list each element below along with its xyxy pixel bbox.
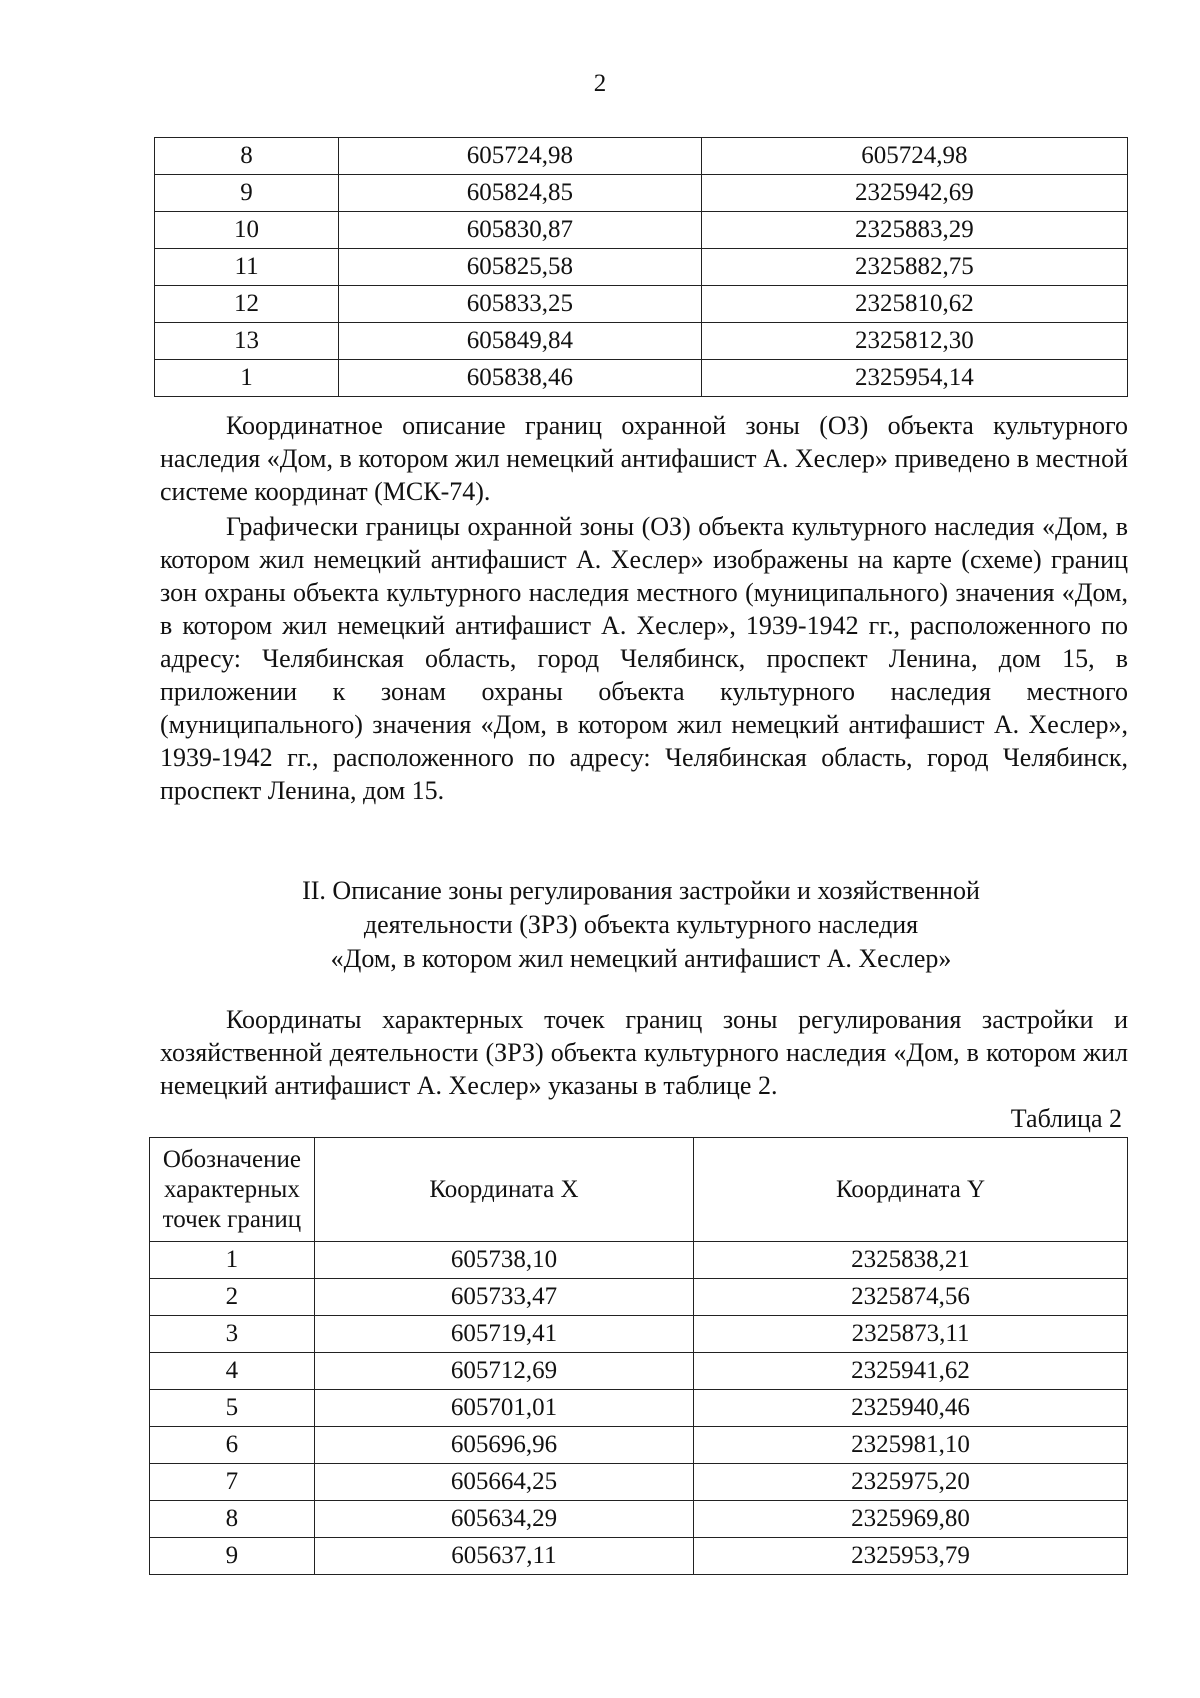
coordinate-x-cell: 605830,87	[339, 212, 702, 249]
coordinate-y-cell: 2325981,10	[694, 1427, 1128, 1464]
point-number-cell: 1	[150, 1242, 315, 1279]
coordinate-x-cell: 605637,11	[314, 1538, 693, 1575]
table-row	[150, 1538, 1128, 1575]
point-number-cell: 7	[150, 1464, 315, 1501]
coordinate-y-cell: 2325954,14	[701, 360, 1127, 397]
table-header-row	[150, 1138, 1128, 1242]
point-number-cell: 13	[155, 323, 339, 360]
coordinate-x-cell: 605825,58	[339, 249, 702, 286]
table-row	[155, 212, 1128, 249]
table-row	[150, 1242, 1128, 1279]
section-heading-line: II. Описание зоны регулирования застройки и хозяйственной	[302, 876, 980, 905]
header-point-designation: Обозначение характерных точек границ	[150, 1138, 315, 1242]
coordinate-y-cell: 605724,98	[701, 138, 1127, 175]
coordinate-x-cell: 605712,69	[314, 1353, 693, 1390]
coordinate-x-cell: 605733,47	[314, 1279, 693, 1316]
coordinate-x-cell: 605724,98	[339, 138, 702, 175]
point-number-cell: 8	[150, 1501, 315, 1538]
coordinates-table-1	[154, 137, 1128, 397]
point-number-cell: 2	[150, 1279, 315, 1316]
paragraph-text: Координатное описание границ охранной зоны (ОЗ) объекта культурного наследия «Дом, в котором жил немецкий антифашист А. Хеслер» приведено в местной системе координат (МСК-74).	[160, 411, 1128, 506]
coordinate-x-cell: 605833,25	[339, 286, 702, 323]
table-row	[155, 175, 1128, 212]
coordinate-y-cell: 2325975,20	[694, 1464, 1128, 1501]
coordinate-y-cell: 2325953,79	[694, 1538, 1128, 1575]
coordinate-y-cell: 2325882,75	[701, 249, 1127, 286]
table-row	[155, 286, 1128, 323]
paragraph-text: Графически границы охранной зоны (ОЗ) объекта культурного наследия «Дом, в котором жил немецкий антифашист А. Хеслер» изображены на карте (схеме) границ зон охраны объекта культурного наследия местного (муниципального) значения «Дом, в котором жил немецкий антифашист А. Хеслер», 1939-1942 гг., расположенного по адресу: Челябинская область, город Челябинск, проспект Ленина, дом 15, в приложении к зонам охраны объекта культурного наследия местного (муниципального) значения «Дом, в котором жил немецкий антифашист А. Хеслер», 1939-1942 гг., расположенного по адресу: Челябинская область, город Челябинск, проспект Ленина, дом 15.	[160, 512, 1128, 805]
coordinate-x-cell: 605738,10	[314, 1242, 693, 1279]
coordinate-x-cell: 605701,01	[314, 1390, 693, 1427]
coordinate-y-cell: 2325940,46	[694, 1390, 1128, 1427]
paragraph-text: Координаты характерных точек границ зоны регулирования застройки и хозяйственной деятельности (ЗРЗ) объекта культурного наследия «Дом, в котором жил немецкий антифашист А. Хеслер» указаны в таблице 2.	[160, 1005, 1128, 1100]
coordinate-y-cell: 2325942,69	[701, 175, 1127, 212]
coordinate-x-cell: 605664,25	[314, 1464, 693, 1501]
table-row	[150, 1279, 1128, 1316]
coordinate-y-cell: 2325812,30	[701, 323, 1127, 360]
coordinate-y-cell: 2325838,21	[694, 1242, 1128, 1279]
point-number-cell: 11	[155, 249, 339, 286]
paragraph-coordinate-description	[160, 409, 1128, 508]
coordinate-y-cell: 2325810,62	[701, 286, 1127, 323]
coordinate-x-cell: 605634,29	[314, 1501, 693, 1538]
section-heading	[154, 874, 1128, 976]
coordinate-y-cell: 2325883,29	[701, 212, 1127, 249]
header-coordinate-y: Координата Y	[694, 1138, 1128, 1242]
table-row	[155, 360, 1128, 397]
coordinate-x-cell: 605696,96	[314, 1427, 693, 1464]
page-number: 2	[593, 70, 607, 97]
header-coordinate-x: Координата X	[314, 1138, 693, 1242]
point-number-cell: 10	[155, 212, 339, 249]
point-number-cell: 12	[155, 286, 339, 323]
point-number-cell: 1	[155, 360, 339, 397]
point-number-cell: 9	[155, 175, 339, 212]
section-heading-line: «Дом, в котором жил немецкий антифашист А. Хеслер»	[330, 944, 952, 973]
coordinate-y-cell: 2325874,56	[694, 1279, 1128, 1316]
table-row	[155, 323, 1128, 360]
table-row	[155, 249, 1128, 286]
coordinate-y-cell: 2325873,11	[694, 1316, 1128, 1353]
coordinate-x-cell: 605824,85	[339, 175, 702, 212]
point-number-cell: 4	[150, 1353, 315, 1390]
table-row	[150, 1390, 1128, 1427]
point-number-cell: 6	[150, 1427, 315, 1464]
point-number-cell: 3	[150, 1316, 315, 1353]
point-number-cell: 8	[155, 138, 339, 175]
table-caption: Таблица 2	[1010, 1104, 1122, 1133]
coordinate-y-cell: 2325941,62	[694, 1353, 1128, 1390]
coordinate-x-cell: 605719,41	[314, 1316, 693, 1353]
table-row	[150, 1464, 1128, 1501]
coordinate-x-cell: 605838,46	[339, 360, 702, 397]
coordinates-table-2	[149, 1137, 1128, 1575]
point-number-cell: 9	[150, 1538, 315, 1575]
section-heading-line: деятельности (ЗРЗ) объекта культурного наследия	[363, 910, 919, 939]
table-row	[150, 1501, 1128, 1538]
paragraph-zrz-coordinates	[160, 1003, 1128, 1102]
coordinate-y-cell: 2325969,80	[694, 1501, 1128, 1538]
table-row	[155, 138, 1128, 175]
table-row	[150, 1427, 1128, 1464]
table-row	[150, 1353, 1128, 1390]
paragraph-graphic-description	[160, 510, 1128, 807]
point-number-cell: 5	[150, 1390, 315, 1427]
coordinate-x-cell: 605849,84	[339, 323, 702, 360]
table-row	[150, 1316, 1128, 1353]
